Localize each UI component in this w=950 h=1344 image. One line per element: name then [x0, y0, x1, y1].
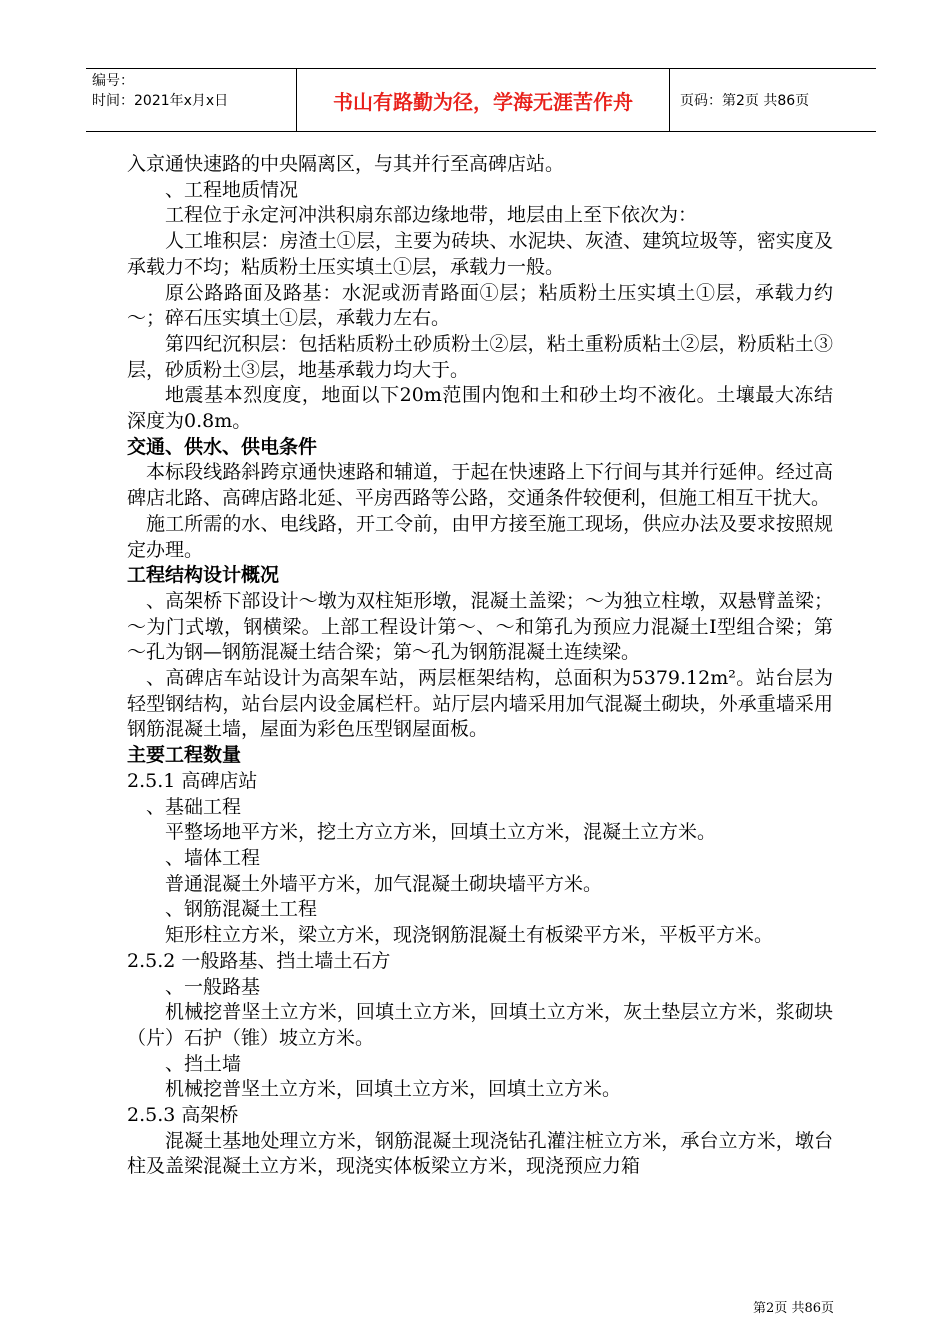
body-paragraph: 地震基本烈度度，地面以下20m范围内饱和土和砂土均不液化。土壤最大冻结深度为0.8m。 [127, 384, 833, 433]
section-heading: 工程结构设计概况 [127, 564, 280, 587]
body-paragraph: 、基础工程 [146, 795, 242, 818]
header-meta [86, 69, 297, 131]
doc-time-label: 时间：2021年x月x日 [92, 93, 229, 109]
doc-number-label: 编号： [92, 73, 134, 89]
body-paragraph: 工程位于永定河冲洪积扇东部边缘地带，地层由上至下依次为： [165, 204, 698, 227]
body-paragraph: 2.5.1 高碑店站 [127, 769, 258, 792]
body-paragraph: 机械挖普坚土立方米，回填土立方米，回填土立方米。 [165, 1078, 622, 1101]
body-paragraph: 入京通快速路的中央隔离区，与其并行至高碑店站。 [127, 153, 565, 175]
body-paragraph: 、墙体工程 [165, 846, 261, 869]
section-heading: 交通、供水、供电条件 [127, 435, 318, 458]
page-header [86, 68, 876, 132]
body-paragraph: 矩形柱立方米，梁立方米，现浇钢筋混凝土有板梁平方米，平板平方米。 [165, 924, 774, 947]
body-paragraph: 施工所需的水、电线路，开工令前，由甲方接至施工现场，供应办法及要求按照规定办理。 [127, 512, 833, 561]
body-paragraph: 第四纪沉积层：包括粘质粉土砂质粉土②层，粘土重粉质粘土②层，粉质粘土③层，砂质粉土③层，地基承载力均大于。 [127, 332, 833, 381]
body-paragraph: 、一般路基 [165, 975, 261, 998]
section-heading: 主要工程数量 [127, 744, 242, 767]
body-paragraph: 、挡土墙 [165, 1052, 242, 1075]
body-paragraph: 原公路路面及路基：水泥或沥青路面①层；粘质粉土压实填土①层，承载力约～；碎石压实填土①层，承载力左右。 [127, 281, 833, 330]
body-paragraph: 机械挖普坚土立方米，回填土立方米，回填土立方米，灰土垫层立方米，浆砌块（片）石护（锥）坡立方米。 [127, 1001, 833, 1049]
body-paragraph: 平整场地平方米，挖土方立方米，回填土立方米，混凝土立方米。 [165, 821, 717, 844]
body-paragraph: 本标段线路斜跨京通快速路和辅道，于起在快速路上下行间与其并行延伸。经过高碑店北路、高碑店路北延、平房西路等公路，交通条件较便利，但施工相互干扰大。 [127, 461, 833, 510]
header-page-number: 页码：第2页 共86页 [680, 93, 810, 109]
document-body [127, 152, 833, 1180]
header-motto: 书山有路勤为径，学海无涯苦作舟 [297, 69, 670, 131]
page-footer: 第2页 共86页 [753, 1301, 834, 1316]
body-paragraph: 普通混凝土外墙平方米，加气混凝土砌块墙平方米。 [165, 872, 603, 895]
body-paragraph: 、工程地质情况 [165, 178, 299, 201]
body-paragraph: 、高碑店车站设计为高架车站，两层框架结构，总面积为5379.12m²。站台层为轻型钢结构，站台层内设金属栏杆。站厅层内墙采用加气混凝土砌块，外承重墙采用钢筋混凝土墙，屋面为彩色压型钢屋面板。 [127, 667, 833, 741]
body-paragraph: 2.5.2 一般路基、挡土墙土石方 [127, 949, 391, 972]
body-paragraph: 人工堆积层：房渣土①层，主要为砖块、水泥块、灰渣、建筑垃圾等，密实度及承载力不均；粘质粉土压实填土①层，承载力一般。 [127, 230, 833, 278]
body-paragraph: 、钢筋混凝土工程 [165, 898, 318, 921]
body-paragraph: 2.5.3 高架桥 [127, 1104, 239, 1127]
body-paragraph: 、高架桥下部设计～墩为双柱矩形墩，混凝土盖梁；～为独立柱墩，双悬臂盖梁；～为门式墩，钢横梁。上部工程设计第～、～和第孔为预应力混凝土Ⅰ型组合梁；第～孔为钢—钢筋混凝土结合梁；第～孔为钢筋混凝土连续梁。 [127, 589, 833, 664]
body-paragraph: 混凝土基地处理立方米，钢筋混凝土现浇钻孔灌注桩立方米，承台立方米，墩台柱及盖梁混凝土立方米，现浇实体板梁立方米，现浇预应力箱 [127, 1129, 833, 1178]
